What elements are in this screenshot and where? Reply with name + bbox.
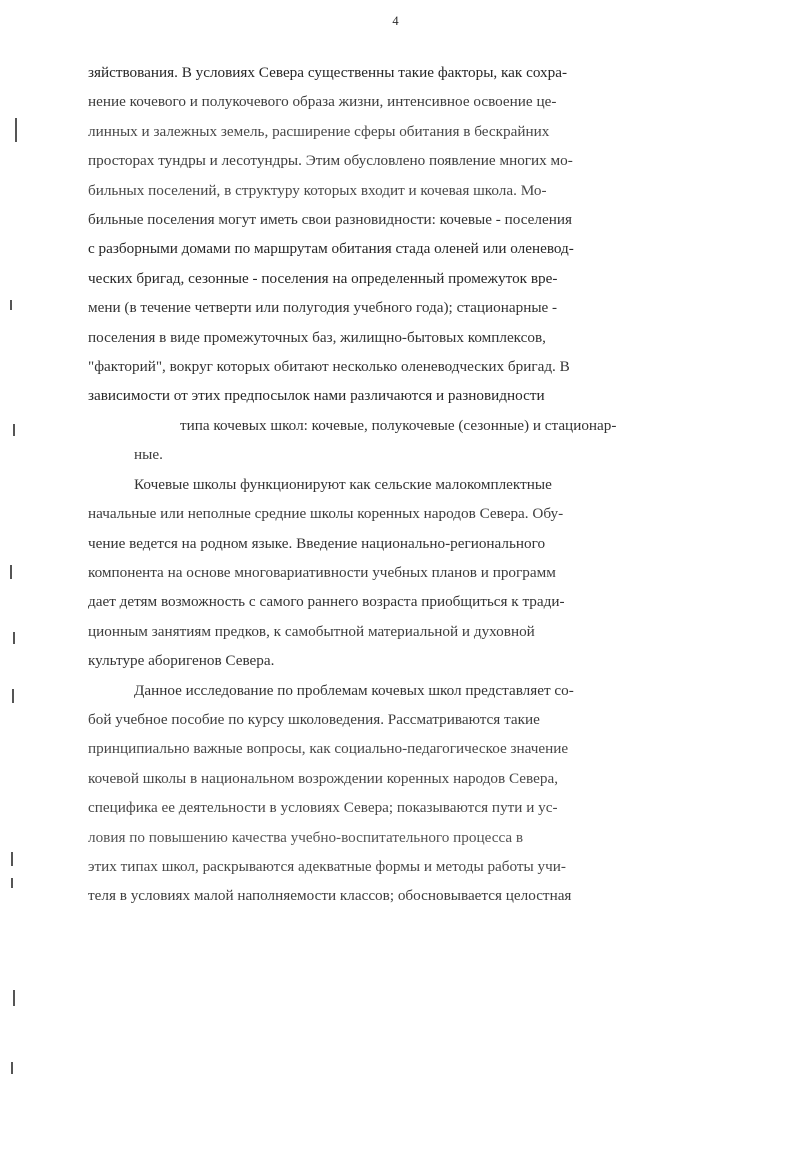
- paragraph-4: [88, 676, 738, 911]
- text-line: ческих бригад, сезонные - поселения на определенный промежуток вре-: [88, 269, 558, 287]
- text-line: культуре аборигенов Севера.: [88, 652, 275, 670]
- text-line: ные.: [134, 446, 163, 464]
- paragraph-3: [88, 470, 738, 676]
- text-line: компонента на основе многовариативности учебных планов и программ: [88, 563, 556, 581]
- paragraph-1: [88, 58, 738, 411]
- text-line: начальные или неполные средние школы коренных народов Севера. Обу-: [88, 505, 564, 523]
- text-line: "факторий", вокруг которых обитают несколько оленеводческих бригад. В: [88, 358, 570, 376]
- text-line: этих типах школ, раскрываются адекватные формы и методы работы учи-: [88, 857, 566, 875]
- text-line: просторах тундры и лесотундры. Этим обусловлено появление многих мо-: [88, 152, 573, 170]
- text-line: ционным занятиям предков, к самобытной материальной и духовной: [88, 622, 535, 640]
- text-line: типа кочевых школ: кочевые, полукочевые (сезонные) и стационар-: [180, 416, 617, 434]
- text-line: бильные поселения могут иметь свои разновидности: кочевые - поселения: [88, 211, 572, 229]
- text-line: специфика ее деятельности в условиях Севера; показываются пути и ус-: [88, 799, 558, 817]
- scan-edge-marks: [7, 0, 27, 1149]
- text-line: зависимости от этих предпосылок нами различаются и разновидности: [88, 387, 545, 405]
- text-line: нение кочевого и полукочевого образа жизни, интенсивное освоение це-: [88, 93, 557, 111]
- page-number: 4: [392, 14, 399, 28]
- text-line: линных и залежных земель, расширение сферы обитания в бескрайних: [88, 122, 550, 140]
- text-line: принципиально важные вопросы, как социально-педагогическое значение: [88, 740, 569, 758]
- text-line: Данное исследование по проблемам кочевых школ представляет со-: [134, 681, 574, 699]
- text-line: бильных поселений, в структуру которых входит и кочевая школа. Мо-: [88, 181, 547, 199]
- text-line: поселения в виде промежуточных баз, жилищно-бытовых комплексов,: [88, 328, 546, 346]
- text-line: мени (в течение четверти или полугодия учебного года); стационарные -: [88, 299, 558, 317]
- text-line: Кочевые школы функционируют как сельские малокомплектные: [134, 475, 552, 493]
- text-line: зяйствования. В условиях Севера существенны такие факторы, как сохра-: [88, 64, 568, 81]
- text-line: с разборными домами по маршрутам обитания стада оленей или оленевод-: [88, 240, 574, 258]
- text-line: бой учебное пособие по курсу школоведения. Рассматриваются такие: [88, 710, 540, 728]
- text-line: кочевой школы в национальном возрождении коренных народов Севера,: [88, 769, 558, 787]
- text-line: ловия по повышению качества учебно-воспитательного процесса в: [88, 828, 524, 846]
- body-text: [88, 58, 738, 911]
- text-line: чение ведется на родном языке. Введение национально-регионального: [88, 534, 546, 552]
- text-line: дает детям возможность с самого раннего возраста приобщиться к тради-: [88, 593, 565, 611]
- paragraph-2: [88, 411, 738, 470]
- text-line: теля в условиях малой наполняемости классов; обосновывается целостная: [88, 887, 572, 905]
